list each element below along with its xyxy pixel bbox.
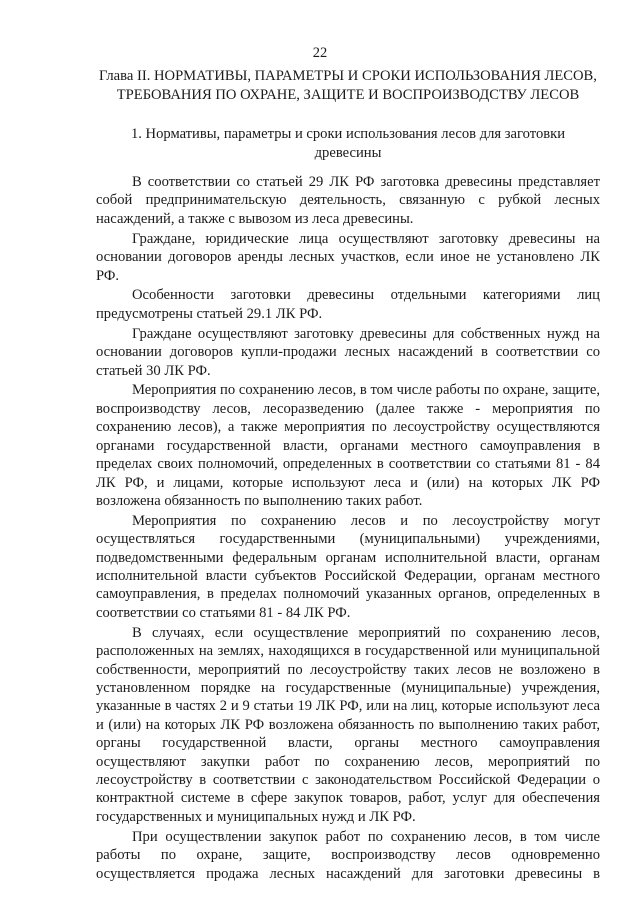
- section-heading: 1. Нормативы, параметры и сроки использования лесов для заготовки древесины: [130, 126, 566, 161]
- paragraph: Мероприятия по сохранению лесов и по лесоустройству могут осуществляться государственными (муниципальными) учреждениями, подведомственными федеральным органам исполнительной власти, органам исполнительной власти субъектов Российской Федерации, органам местного самоуправления, в пределах полномочий указанных органов, определенных в соответствии со статьями 81 - 84 ЛК РФ.: [96, 512, 600, 621]
- paragraph: Граждане, юридические лица осуществляют заготовку древесины на основании договоров аренды лесных участков, если иное не установлено ЛК РФ.: [96, 230, 600, 284]
- paragraph: Особенности заготовки древесины отдельными категориями лиц предусмотрены статьей 29.1 ЛК РФ.: [96, 287, 600, 322]
- paragraph: В случаях, если осуществление мероприятий по сохранению лесов, расположенных на землях, находящихся в государственной или муниципальной собственности, мероприятий по лесоустройству таких лесов не возложено в установленном порядке на государственные (муниципальные) учреждения, указанные в частях 2 и 9 статьи 19 ЛК РФ, или на лиц, которые используют леса и (или) на которых ЛК РФ возложена обязанность по выполнению таких работ, органы государственной власти, органы местного самоуправления осуществляют закупки работ по сохранению лесов, мероприятий по лесоустройству в соответствии с законодательством Российской Федерации о контрактной системе в сфере закупок товаров, работ, услуг для обеспечения государственных и муниципальных нужд и ЛК РФ.: [96, 624, 600, 825]
- paragraph: При осуществлении закупок работ по сохранению лесов, в том числе работы по охране, защите, воспроизводству лесов одновременно осуществляется продажа лесных насаждений для заготовки древесины в: [96, 828, 600, 882]
- page-number: 22: [312, 45, 328, 61]
- paragraph: Мероприятия по сохранению лесов, в том числе работы по охране, защите, воспроизводству лесов, лесоразведению (далее также - мероприятия по сохранению лесов), а также мероприятия по лесоустройству осуществляются органами государственной власти, органами местного самоуправления в пределах своих полномочий, определенных в соответствии со статьями 81 - 84 ЛК РФ, и лицами, которые используют леса и (или) на которых ЛК РФ возложена обязанность по выполнению таких работ.: [96, 382, 600, 509]
- body-text: [96, 173, 600, 884]
- chapter-heading: Глава II. НОРМАТИВЫ, ПАРАМЕТРЫ И СРОКИ ИСПОЛЬЗОВАНИЯ ЛЕСОВ, ТРЕБОВАНИЯ ПО ОХРАНЕ, ЗАЩИТЕ И ВОСПРОИЗВОДСТВУ ЛЕСОВ: [99, 68, 597, 103]
- paragraph: В соответствии со статьей 29 ЛК РФ заготовка древесины представляет собой предпринимательскую деятельность, связанную с рубкой лесных насаждений, а также с вывозом из леса древесины.: [96, 174, 600, 227]
- paragraph: Граждане осуществляют заготовку древесины для собственных нужд на основании договоров купли-продажи лесных насаждений в соответствии со статьей 30 ЛК РФ.: [96, 325, 600, 379]
